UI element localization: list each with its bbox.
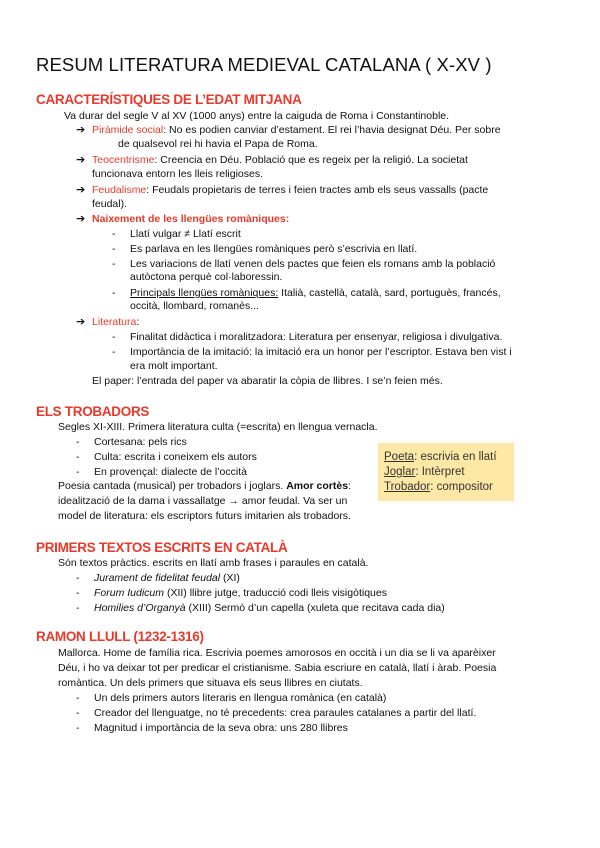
dash-bullet: -: [76, 466, 80, 478]
term-piramide-social: Piràmide social: [92, 124, 164, 136]
section-intro: Segles XI-XIII. Primera literatura culta (=escrita) en llengua vernacla.: [58, 421, 378, 433]
bullet-continuation: de qualsevol rei hi havia el Papa de Roma.: [118, 138, 318, 150]
list-item: [94, 572, 240, 585]
list-text: (XII) llibre jutge, traducció codi lleis visigòtiques: [164, 587, 387, 599]
list-item: Cortesana: pels rics: [94, 436, 187, 448]
paragraph-text: Poesia cantada (musical) per trobadors i joglars.: [58, 480, 287, 492]
dash-bullet: -: [76, 587, 80, 599]
dash-bullet: -: [112, 228, 116, 240]
paragraph-line: idealització de la dama i vassallatge → amor feudal. Va ser un: [58, 495, 348, 507]
colon: :: [136, 316, 140, 328]
dash-bullet: -: [76, 436, 80, 448]
list-item: Finalitat didàctica i moralitzadora: Literatura per ensenyar, religiosa i divulgativa.: [130, 331, 503, 343]
arrow-bullet-icon: ➔: [76, 184, 86, 196]
list-item: [94, 602, 445, 615]
work-title: Homilies d’Organyà: [94, 602, 186, 614]
note-text: : escrivia en llatí: [414, 451, 497, 463]
bullet-literatura: [92, 316, 139, 329]
list-item: Culta: escrita i coneixem els autors: [94, 451, 257, 463]
bullet-text: : Creencia en Déu. Població que es regeix per la religió. La societat: [154, 154, 468, 166]
note-term: Poeta: [384, 451, 415, 463]
section-heading-ramon-llull: RAMON LLULL (1232-1316): [36, 629, 204, 644]
arrow-bullet-icon: ➔: [76, 124, 86, 136]
dash-bullet: -: [76, 692, 80, 704]
arrow-bullet-icon: ➔: [76, 316, 86, 328]
bullet-continuation: feudal).: [92, 198, 128, 210]
dash-bullet: -: [76, 707, 80, 719]
note-term: Trobador: [384, 481, 431, 493]
paragraph-line: Mallorca. Home de família rica. Escrivia poemes amorosos en occità i un dia se li va aparèixer: [58, 647, 496, 659]
paragraph-line: [58, 480, 351, 493]
section-heading-trobadors: ELS TROBADORS: [36, 404, 150, 419]
note-text: : Intèrpret: [415, 466, 465, 478]
dash-bullet: -: [76, 451, 80, 463]
note-text: : compositor: [430, 481, 493, 493]
work-title: Jurament de fidelitat feudal: [94, 572, 221, 584]
list-item: Magnitud i importància de la seva obra: uns 280 llibres: [94, 722, 348, 734]
dash-bullet: -: [112, 331, 116, 343]
paper-note: El paper: l’entrada del paper va abaratir la còpia de llibres. I se’n feien més.: [92, 375, 443, 387]
sticky-note-definitions: [378, 443, 514, 501]
work-title: Forum Iudicum: [94, 587, 165, 599]
document-title: RESUM LITERATURA MEDIEVAL CATALANA ( X-XV ): [36, 54, 492, 75]
amor-cortes-term: Amor cortès: [286, 480, 349, 492]
arrow-bullet-icon: ➔: [76, 154, 86, 166]
list-item: Es parlava en les llengües romàniques però s’escrivia en llatí.: [130, 243, 418, 255]
list-item-principals-llengues: [130, 287, 501, 300]
list-item-continuation: autòctona perquè col·laboressin.: [130, 271, 283, 283]
dash-bullet: -: [112, 243, 116, 255]
section-intro: Són textos pràctics. escrits en llatí amb frases i paraules en català.: [58, 557, 369, 569]
section-heading-primers-textos: PRIMERS TEXTOS ESCRITS EN CATALÀ: [36, 540, 288, 555]
colon: :: [348, 480, 351, 492]
term-teocentrisme: Teocentrisme: [92, 154, 155, 166]
bullet-teocentrisme: [92, 154, 468, 167]
paragraph-line: romàntica. Un dels primers que situava els seus llibres en ciutats.: [58, 677, 363, 689]
section-heading-edat-mitjana: CARACTERÍSTIQUES DE L’EDAT MITJANA: [36, 92, 302, 107]
dash-bullet: -: [112, 258, 116, 270]
list-text: (XI): [220, 572, 240, 584]
list-item: En provençal: dialecte de l’occità: [94, 466, 247, 478]
list-text: Italià, castellà, català, sard, portuguès, francés,: [278, 287, 501, 299]
bullet-text: : No es podien canviar d’estament. El rei l’havia designat Déu. Per sobre: [163, 124, 501, 136]
list-item: Un dels primers autors literaris en llengua romànica (en català): [94, 692, 387, 704]
bullet-continuation: funcionava entorn les lleis religioses.: [92, 168, 264, 180]
list-item-continuation: occità, llombard, romanès...: [130, 300, 259, 312]
bullet-text: : Feudals propietaris de terres i feien tractes amb els seus vassalls (pacte: [146, 184, 489, 196]
note-term: Joglar: [384, 466, 416, 478]
section-intro: Va durar del segle V al XV (1000 anys) entre la caiguda de Roma i Constantinoble.: [64, 110, 450, 122]
paragraph-line: Déu, i ho va deixar tot per predicar el cristianisme. Sabia escriure en català, llatí i àrab. Poesia: [58, 662, 497, 674]
note-line-joglar: [384, 465, 465, 480]
dash-bullet: -: [112, 287, 116, 299]
list-item: Importància de la imitació: la imitació era un honor per l’escriptor. Estava ben vist i: [130, 346, 512, 358]
paragraph-line: model de literatura: els escriptors futurs imitarien als trobadors.: [58, 510, 351, 522]
term-feudalisme: Feudalisme: [92, 184, 147, 196]
bullet-feudalisme: [92, 184, 488, 197]
list-item: Llatí vulgar ≠ Llatí escrit: [130, 228, 241, 240]
term-literatura: Literatura: [92, 316, 137, 328]
note-line-trobador: [384, 480, 493, 495]
bullet-piramide-social: [92, 124, 501, 137]
note-line-poeta: [384, 450, 497, 465]
list-text: (XIII) Sermó d’un capella (xuleta que recitava cada dia): [185, 602, 445, 614]
dash-bullet: -: [112, 346, 116, 358]
list-item: Les variacions de llatí venen dels pactes que feien els romans amb la població: [130, 258, 496, 270]
list-item: Creador del llenguatge, no té precedents: crea paraules catalanes a partir del llatí.: [94, 707, 477, 719]
underlined-label: Principals llengües romàniques:: [130, 287, 279, 299]
dash-bullet: -: [76, 572, 80, 584]
list-item-continuation: era molt important.: [130, 360, 218, 372]
term-llengues-romaniques: Naixement de les llengües romàniques:: [92, 213, 290, 225]
dash-bullet: -: [76, 602, 80, 614]
list-item: [94, 587, 387, 600]
dash-bullet: -: [76, 722, 80, 734]
arrow-bullet-icon: ➔: [76, 213, 86, 225]
